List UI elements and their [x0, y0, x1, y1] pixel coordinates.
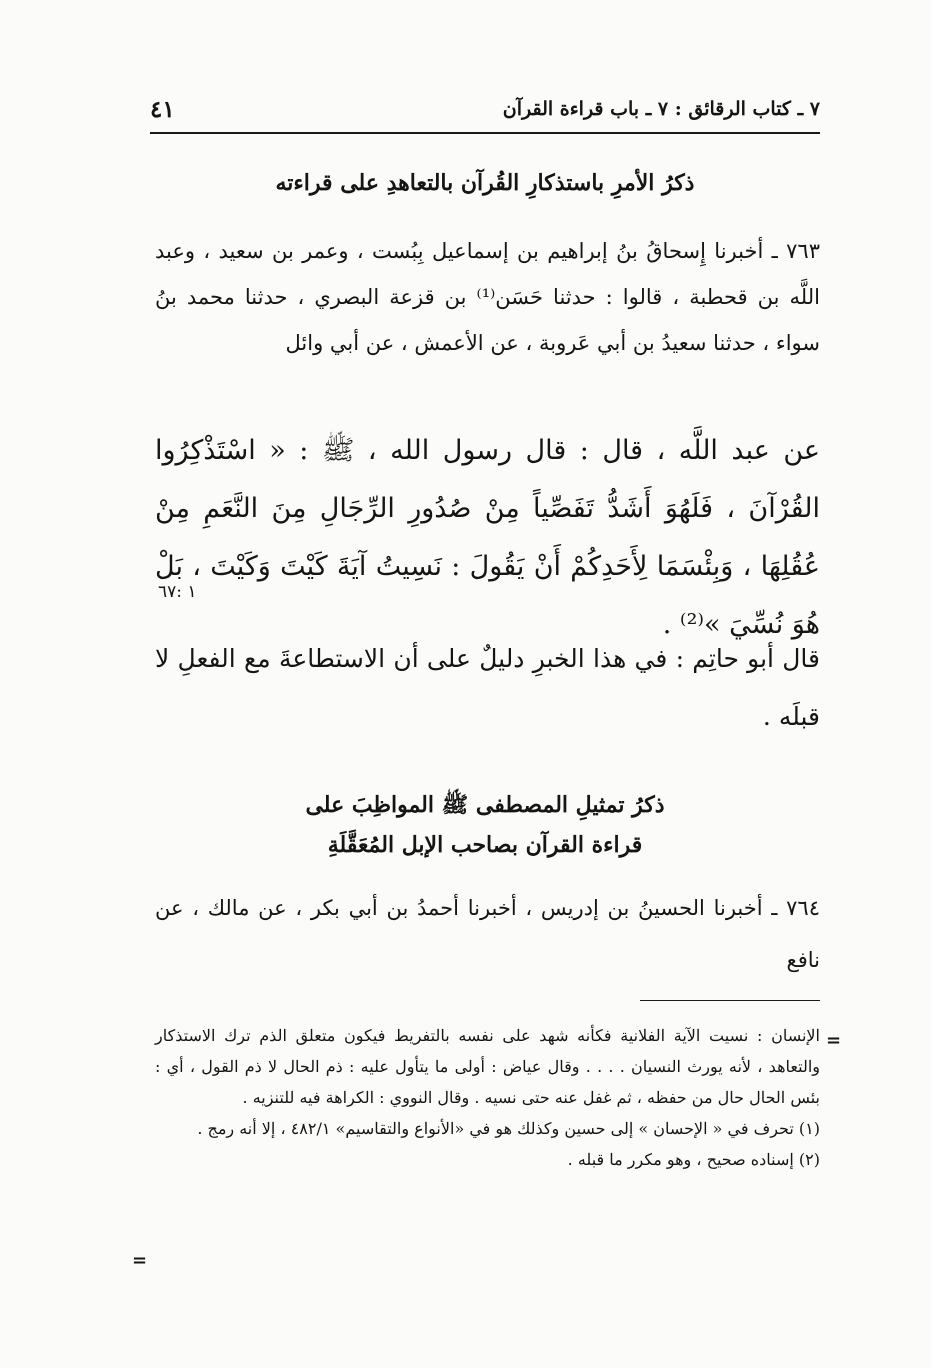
- footnote-continuation: الإنسان : نسيت الآية الفلانية فكأنه شهد على نفسه بالتفريط فيكون متعلق الذم ترك الاستذكار والتعاهد ، لأنه يورث النسيان . . . . وقال عياض : أولى ما يتأول عليه : ذم الحال لا ذم القول ، أي : بئس الحال حال من حفظه ، ثم غفل عنه حتى نسيه . وقال النووي : الكراهة فيه للتنزيه .: [155, 1026, 820, 1107]
- footnote-rule: [640, 1000, 820, 1001]
- footnote-2: (٢) إسناده صحيح ، وهو مكرر ما قبله .: [567, 1150, 820, 1169]
- hadith-764-isnad: ٧٦٤ ـ أخبرنا الحسينُ بن إدريس ، أخبرنا أحمدُ بن أبي بكر ، عن مالك ، عن نافع: [155, 896, 820, 972]
- running-head: [150, 96, 820, 130]
- hadith-763-matn: عن عبد اللَّه ، قال : قال رسول الله ، ﷺ : « اسْتَذْكِرُوا القُرْآنَ ، فَلَهُوَ أَشَدُّ تَفَصِّياً مِنْ صُدُورِ الرِّجَالِ مِنَ النَّعَمِ مِنْ عُقُلِهَا ، وَبِئْسَمَا لِأَحَدِكُمْ أَنْ يَقُولَ : نَسِيتُ آيَةَ كَيْتَ وَكَيْتَ ، بَلْ هُوَ نُسِّيَ »⁽²⁾ .: [155, 435, 820, 640]
- abu-hatim-commentary: قال أبو حاتِم : في هذا الخبرِ دليلٌ على أن الاستطاعةَ مع الفعلِ لا قبلَه .: [155, 644, 820, 731]
- section-heading-2-line2: قراءة القرآن بصاحب الإبل المُعَقَّلَةِ: [327, 832, 643, 858]
- running-head-title: ٧ ـ كتاب الرقائق : ٧ ـ باب قراءة القرآن: [502, 98, 820, 120]
- header-rule: [150, 132, 820, 134]
- section-heading-2: [150, 785, 820, 865]
- footnote-1: (١) تحرف في « الإحسان » إلى حسين وكذلك هو في «الأنواع والتقاسيم» ٤٨٢/١ ، إلا أنه رمج .: [197, 1119, 820, 1138]
- quran-reference: ١ :٦٧: [158, 582, 197, 602]
- page-number: ٤١: [150, 96, 175, 123]
- footnotes: [155, 1020, 820, 1175]
- hadith-763-isnad: ٧٦٣ ـ أخبرنا إِسحاقُ بنُ إبراهيم بن إسماعيل بِبُست ، وعمر بن سعيد ، وعبد اللَّه بن قحطبة ، قالوا : حدثنا حَسَن⁽¹⁾ بن قزعة البصري ، حدثنا محمد بنُ سواء ، حدثنا سعيدُ بن أبي عَروبة ، عن الأعمش ، عن أبي وائل: [155, 239, 820, 355]
- footnote-continuation-mark: =: [826, 1030, 842, 1051]
- section-heading-2-line1: ذكرُ تمثيلِ المصطفى ﷺ المواظِبَ على: [305, 792, 665, 818]
- section-heading-1: ذكرُ الأمرِ باستذكارِ القُرآن بالتعاهدِ على قراءته: [275, 170, 695, 196]
- footnote-next-page-mark: =: [132, 1250, 148, 1271]
